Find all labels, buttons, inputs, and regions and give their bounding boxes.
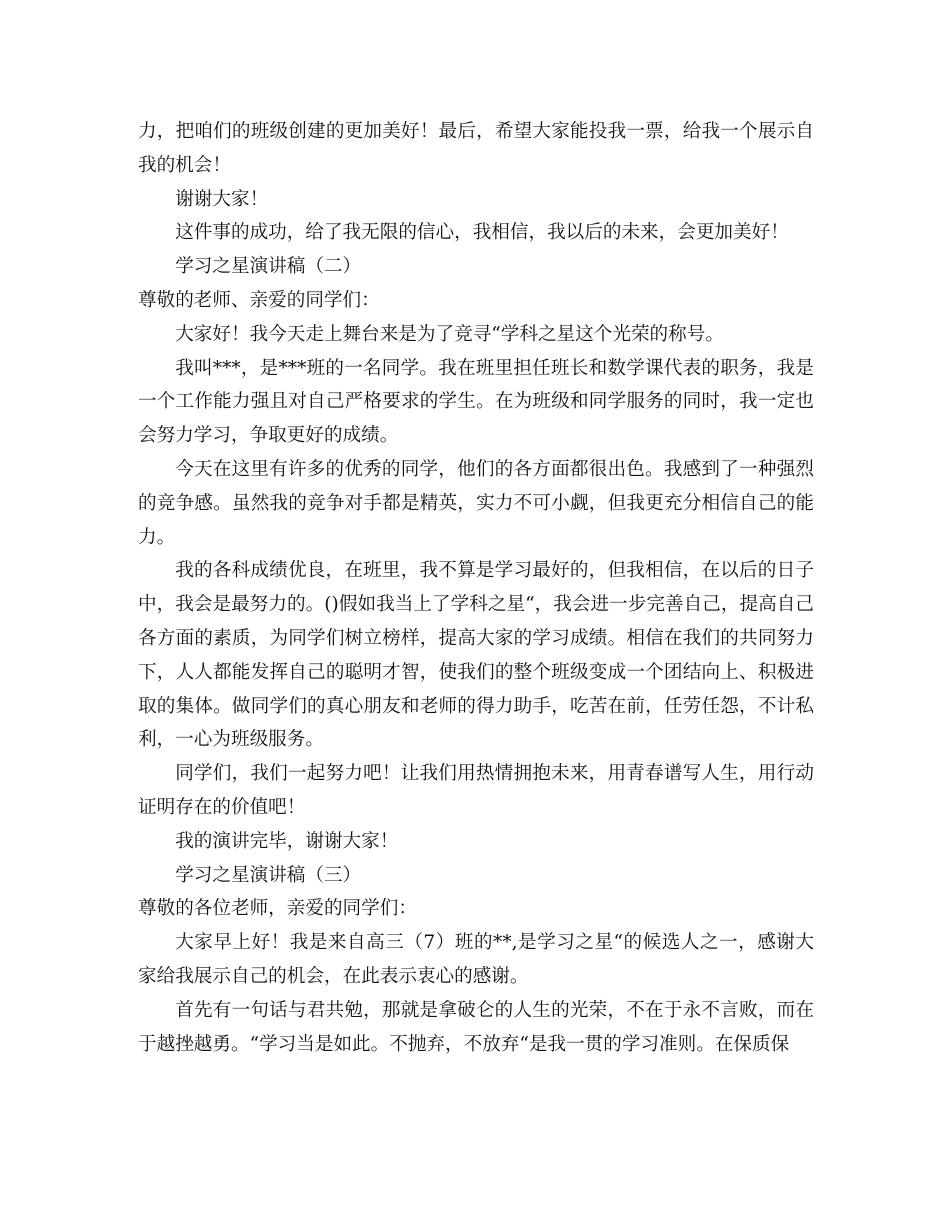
paragraph: 我的演讲完毕，谢谢大家！ — [175, 830, 399, 852]
document-body — [138, 115, 814, 1061]
paragraph: 这件事的成功，给了我无限的信心，我相信，我以后的未来，会更加美好！ — [175, 222, 789, 244]
salutation: 尊敬的各位老师，亲爱的同学们： — [138, 898, 417, 920]
paragraph: 今天在这里有许多的优秀的同学，他们的各方面都很出色。我感到了一种强烈的竞争感。虽然我的竞争对手都是精英，实力不可小觑，但我更充分相信自己的能力。 — [138, 458, 814, 548]
paragraph: 谢谢大家！ — [175, 188, 269, 210]
paragraph: 我的各科成绩优良，在班里，我不算是学习最好的，但我相信，在以后的日子中，我会是最努力的。()假如我当上了学科之星“，我会进一步完善自己，提高自己各方面的素质，为同学们树立榜样，提高大家的学习成绩。相信在我们的共同努力下，人人都能发挥自己的聪明才智，使我们的整个班级变成一个团结向上、积极进取的集体。做同学们的真心朋友和老师的得力助手，吃苦在前，任劳任怨，不计私利，一心为班级服务。 — [138, 560, 814, 751]
paragraph: 大家早上好！我是来自高三（7）班的**,是学习之星“的候选人之一，感谢大家给我展示自己的机会，在此表示衷心的感谢。 — [138, 932, 814, 987]
paragraph: 同学们，我们一起努力吧！让我们用热情拥抱未来，用青春谱写人生，用行动证明存在的价值吧！ — [138, 763, 814, 818]
salutation: 尊敬的老师、亲爱的同学们： — [138, 289, 380, 311]
section-heading: 学习之星演讲稿（三） — [175, 864, 362, 886]
paragraph: 力，把咱们的班级创建的更加美好！最后，希望大家能投我一票，给我一个展示自我的机会！ — [138, 121, 814, 176]
paragraph: 首先有一句话与君共勉，那就是拿破仑的人生的光荣，不在于永不言败，而在于越挫越勇。“学习当是如此。不抛弃，不放弃“是我一贯的学习准则。在保质保 — [138, 999, 814, 1055]
paragraph: 我叫***，是***班的一名同学。我在班里担任班长和数学课代表的职务，我是一个工作能力强且对自己严格要求的学生。在为班级和同学服务的同时，我一定也会努力学习，争取更好的成绩。 — [138, 357, 814, 447]
paragraph: 大家好！我今天走上舞台来是为了竞寻“学科之星这个光荣的称号。 — [175, 323, 724, 345]
section-heading: 学习之星演讲稿（二） — [175, 256, 362, 278]
